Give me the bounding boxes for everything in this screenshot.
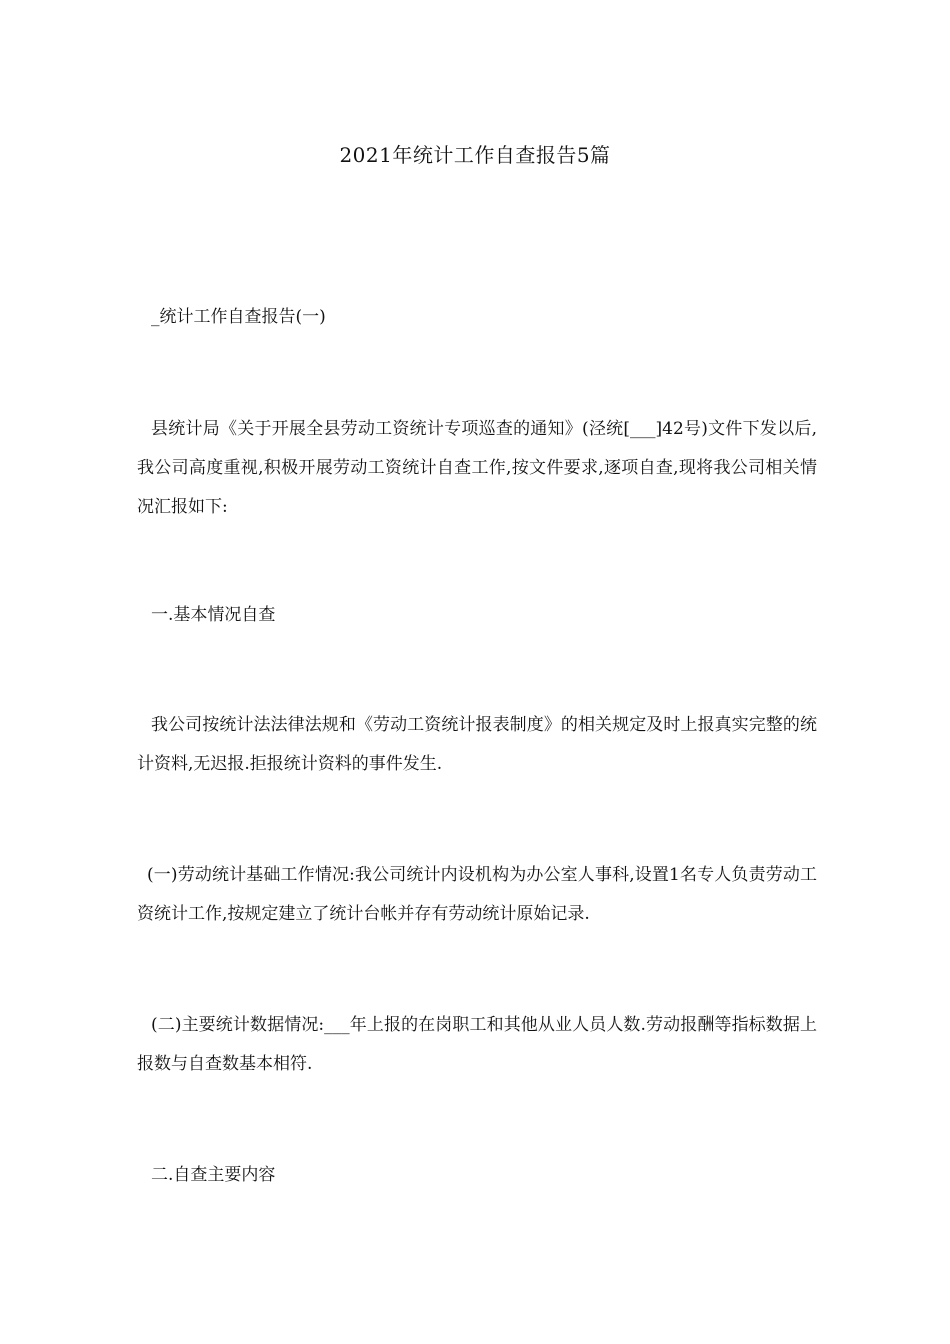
heading-self-check-content: 二.自查主要内容 bbox=[151, 1165, 276, 1185]
section-heading: _统计工作自查报告(一) bbox=[151, 307, 326, 327]
document-title: 2021年统计工作自查报告5篇 bbox=[339, 143, 611, 167]
intro-paragraph: 县统计局《关于开展全县劳动工资统计专项巡查的通知》(泾统[___]42号)文件下发以后,我公司高度重视,积极开展劳动工资统计自查工作,按文件要求,逐项自查,现将我公司相关情况汇报如下: bbox=[137, 419, 817, 517]
basic-situation-paragraph: 我公司按统计法法律法规和《劳动工资统计报表制度》的相关规定及时上报真实完整的统计资料,无迟报.拒报统计资料的事件发生. bbox=[137, 715, 817, 774]
heading-basic-situation: 一.基本情况自查 bbox=[151, 605, 276, 625]
sub-item-one-paragraph: (一)劳动统计基础工作情况:我公司统计内设机构为办公室人事科,设置1名专人负责劳动工资统计工作,按规定建立了统计台帐并存有劳动统计原始记录. bbox=[137, 865, 817, 924]
sub-item-two-paragraph: (二)主要统计数据情况:___年上报的在岗职工和其他从业人员人数.劳动报酬等指标数据上报数与自查数基本相符. bbox=[137, 1015, 817, 1074]
